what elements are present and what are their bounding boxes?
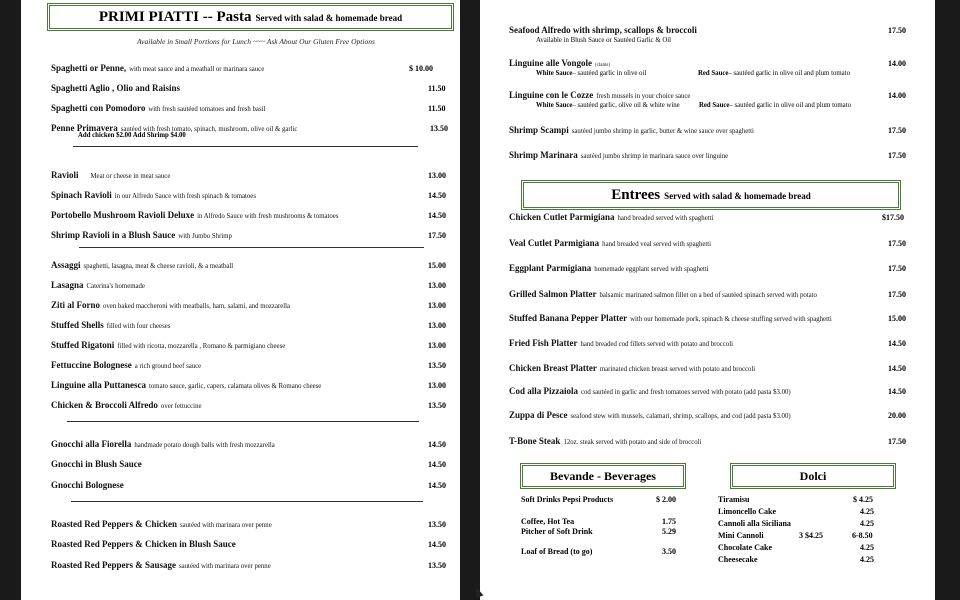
- penne-addon: Add chicken $2.00 Add Shrimp $4.00: [78, 132, 186, 139]
- vongole-red: Red Sauce– sautéed garlic in olive oil and plum tomato: [698, 70, 850, 77]
- cozze-red: Red Sauce– sautéed garlic in olive oil and plum tomato: [699, 102, 851, 109]
- menu-item-price: 15.00: [428, 261, 446, 270]
- menu-item: Chicken & Broccoli Alfredo over fettuccine: [51, 400, 202, 410]
- menu-item: Gnocchi alla Fiorella handmade potato dough balls with fresh mozzarella: [51, 439, 275, 449]
- vongole-white: White Sauce– sautéed garlic in olive oil: [536, 70, 647, 77]
- menu-item: Lasagna Caterina's homemade: [51, 280, 145, 290]
- menu-item: Chicken Breast Platter marinated chicken breast served with potato and broccoli: [509, 363, 756, 373]
- beverage-item: Coffee, Hot Tea: [521, 517, 575, 526]
- menu-item-price: 13.50: [428, 401, 446, 410]
- menu-item-price: 14.50: [888, 387, 906, 396]
- menu-item: Shrimp Ravioli in a Blush Sauce with Jumbo Shrimp: [51, 230, 232, 240]
- menu-item-price: 13.00: [428, 281, 446, 290]
- dessert-item: Cheesecake: [718, 555, 758, 564]
- menu-item-price: 13.00: [428, 341, 446, 350]
- menu-item-price: 13.50: [428, 520, 446, 529]
- dessert-item: Cannoli alla Siciliana: [718, 519, 791, 528]
- beverage-item: Pitcher of Soft Drink: [521, 527, 593, 536]
- menu-page-right: [480, 0, 935, 600]
- menu-item: Ravioli Meat or cheese in meat sauce: [51, 170, 171, 180]
- dessert-price: 4.25: [860, 555, 874, 564]
- beverage-price: $ 2.00: [656, 495, 676, 504]
- menu-item: Spaghetti Aglio , Olio and Raisins: [51, 83, 181, 93]
- menu-item-price: 14.50: [428, 540, 446, 549]
- beverage-price: 1.75: [662, 517, 676, 526]
- menu-item-price: 13.00: [428, 171, 446, 180]
- dolci-title: Dolci: [799, 469, 827, 483]
- dessert-price: $ 4.25: [853, 495, 873, 504]
- beverage-item: Soft Drinks Pepsi Products: [521, 495, 614, 504]
- primi-header: [47, 3, 454, 31]
- menu-item: Spaghetti or Penne, with meat sauce and a meatball or marinara sauce: [51, 63, 265, 73]
- menu-item: Seafood Alfredo with shrimp, scallops & broccoli: [509, 25, 697, 35]
- menu-item-price: 17.50: [888, 126, 906, 135]
- menu-item: T-Bone Steak 12oz. steak served with potato and side of broccoli: [509, 436, 702, 446]
- menu-item-price: 14.50: [428, 460, 446, 469]
- entrees-header: [521, 180, 901, 210]
- menu-item: Chicken Cutlet Parmigiana hand breaded served with spaghetti: [509, 212, 714, 222]
- menu-item-price: 17.50: [888, 239, 906, 248]
- menu-item-price: 15.00: [888, 314, 906, 323]
- primi-note: Available in Small Portions for Lunch ~~~ Ask About Our Gluten Free Options: [137, 37, 375, 46]
- entrees-subtitle: Served with salad & homemade bread: [664, 191, 811, 201]
- menu-item: Zuppa di Pesce seafood stew with mussels, calamari, shrimp, scallops, and cod (add pasta $3.00): [509, 410, 791, 420]
- menu-item-price: $ 10.00: [409, 64, 433, 73]
- menu-item: Cod alla Pizzaiola cod sautéed in garlic and fresh tomatoes served with potato (add pasta $3.00): [509, 386, 791, 396]
- menu-item: Shrimp Scampi sautéed jumbo shrimp in garlic, butter & wine sauce over spaghetti: [509, 125, 754, 135]
- menu-item-price: 14.50: [888, 339, 906, 348]
- menu-item: Assaggi spaghetti, lasagna, meat & cheese ravioli, & a meatball: [51, 260, 234, 270]
- menu-item: Eggplant Parmigiana homemade eggplant served with spaghetti: [509, 263, 709, 273]
- menu-item: Shrimp Marinara sautéed jumbo shrimp in marinara sauce over linguine: [509, 150, 729, 160]
- alfredo-note: Available in Blush Sauce or Sautéed Garlic & Oil: [536, 37, 672, 44]
- menu-item: Stuffed Shells filled with four cheeses: [51, 320, 171, 330]
- menu-item-price: 11.50: [428, 84, 446, 93]
- menu-item: Ziti al Forno oven baked maccheroni with meatballs, ham, salami, and mozzarella: [51, 300, 291, 310]
- menu-item-price: 13.00: [428, 301, 446, 310]
- menu-item-price: 14.50: [428, 211, 446, 220]
- menu-item: Linguine alla Puttanesca tomato sauce, garlic, capers, calamata olives & Romano cheese: [51, 380, 322, 390]
- menu-item-price: 17.50: [888, 290, 906, 299]
- menu-item-price: 13.00: [428, 381, 446, 390]
- dessert-price: 4.25: [860, 507, 874, 516]
- menu-item: Penne Primavera sautéed with fresh tomato, spinach, mushroom, olive oil & garlic: [51, 123, 298, 133]
- menu-item-price: 14.50: [888, 364, 906, 373]
- dessert-item: Tiramisu: [718, 495, 750, 504]
- menu-item: Grilled Salmon Platter balsamic marinated salmon fillet on a bed of sautéed spinach served with potato: [509, 289, 817, 299]
- divider: [71, 501, 423, 502]
- menu-item-price: 14.50: [428, 191, 446, 200]
- beverages-header: [520, 463, 686, 489]
- menu-item-price: 14.00: [888, 91, 906, 100]
- menu-page-left: [21, 0, 460, 600]
- menu-item: Stuffed Banana Pepper Platter with our homemade pork, spinach & cheese stuffing served with spaghetti: [509, 313, 832, 323]
- cozze-white: White Sauce– sautéed garlic, olive oil & white wine: [536, 102, 680, 109]
- menu-item: Linguine con le Cozze fresh mussels in your choice sauce: [509, 90, 691, 100]
- entrees-title: Entrees: [611, 187, 661, 203]
- dessert-price: 4.25: [860, 543, 874, 552]
- menu-item-price: 13.00: [428, 321, 446, 330]
- primi-subtitle: Served with salad & homemade bread: [255, 13, 403, 23]
- primi-title: PRIMI PIATTI -- Pasta: [98, 9, 252, 25]
- menu-item: Gnocchi Bolognese: [51, 480, 124, 490]
- dessert-item: Mini Cannoli: [718, 531, 764, 540]
- menu-item: Roasted Red Peppers & Chicken sautéed with marinara over penne: [51, 519, 272, 529]
- menu-item: Roasted Red Peppers & Chicken in Blush Sauce: [51, 539, 236, 549]
- menu-item-price: 20.00: [888, 411, 906, 420]
- menu-item: Portobello Mushroom Ravioli Deluxe in Alfredo Sauce with fresh mushrooms & tomatoes: [51, 210, 339, 220]
- menu-item-price: 14.50: [428, 481, 446, 490]
- dessert-price: 4.25: [860, 519, 874, 528]
- beverages-title: Bevande - Beverages: [550, 469, 656, 483]
- divider: [67, 421, 419, 422]
- menu-item: Gnocchi in Blush Sauce: [51, 459, 142, 469]
- menu-item-price: 17.50: [888, 151, 906, 160]
- menu-item-price: 17.50: [888, 264, 906, 273]
- menu-item-price: 17.50: [888, 437, 906, 446]
- menu-item: Roasted Red Peppers & Sausage sautéed with marinara over penne: [51, 560, 271, 570]
- menu-item: Spinach Ravioli in our Alfredo Sauce with fresh spinach & tomatoes: [51, 190, 256, 200]
- menu-item: Fettuccine Bolognese a rich ground beef sauce: [51, 360, 202, 370]
- menu-item-price: 17.50: [428, 231, 446, 240]
- menu-item: Spaghetti con Pomodoro with fresh sautéed tomatoes and fresh basil: [51, 103, 266, 113]
- divider: [79, 247, 424, 248]
- dessert-item: Limoncello Cake: [718, 507, 776, 516]
- menu-item: Linguine alle Vongole (clams): [509, 58, 611, 68]
- menu-item-price: 17.50: [888, 26, 906, 35]
- menu-item-price: 13.50: [428, 361, 446, 370]
- menu-item: Veal Cutlet Parmigiana hand breaded veal served with spaghetti: [509, 238, 712, 248]
- divider: [73, 146, 418, 147]
- beverage-item: Loaf of Bread (to go): [521, 547, 593, 556]
- menu-item-price: 14.50: [428, 440, 446, 449]
- dessert-price: 6-8.50: [852, 531, 873, 540]
- dessert-item: Chocolate Cake: [718, 543, 772, 552]
- dolci-header: [730, 463, 896, 489]
- menu-item: Stuffed Rigatoni filled with ricotta, mozzarella , Romano & parmigiano cheese: [51, 340, 286, 350]
- menu-item: Fried Fish Platter hand breaded cod fillets served with potato and broccoli: [509, 338, 733, 348]
- dessert-extra: 3 $4.25: [799, 531, 823, 540]
- menu-item-price: 11.50: [428, 104, 446, 113]
- menu-item-price: 13.50: [430, 124, 448, 133]
- beverage-price: 5.29: [662, 527, 676, 536]
- beverage-price: 3.50: [662, 547, 676, 556]
- menu-item-price: 14.00: [888, 59, 906, 68]
- menu-item-price: $17.50: [882, 213, 904, 222]
- menu-item-price: 13.50: [428, 561, 446, 570]
